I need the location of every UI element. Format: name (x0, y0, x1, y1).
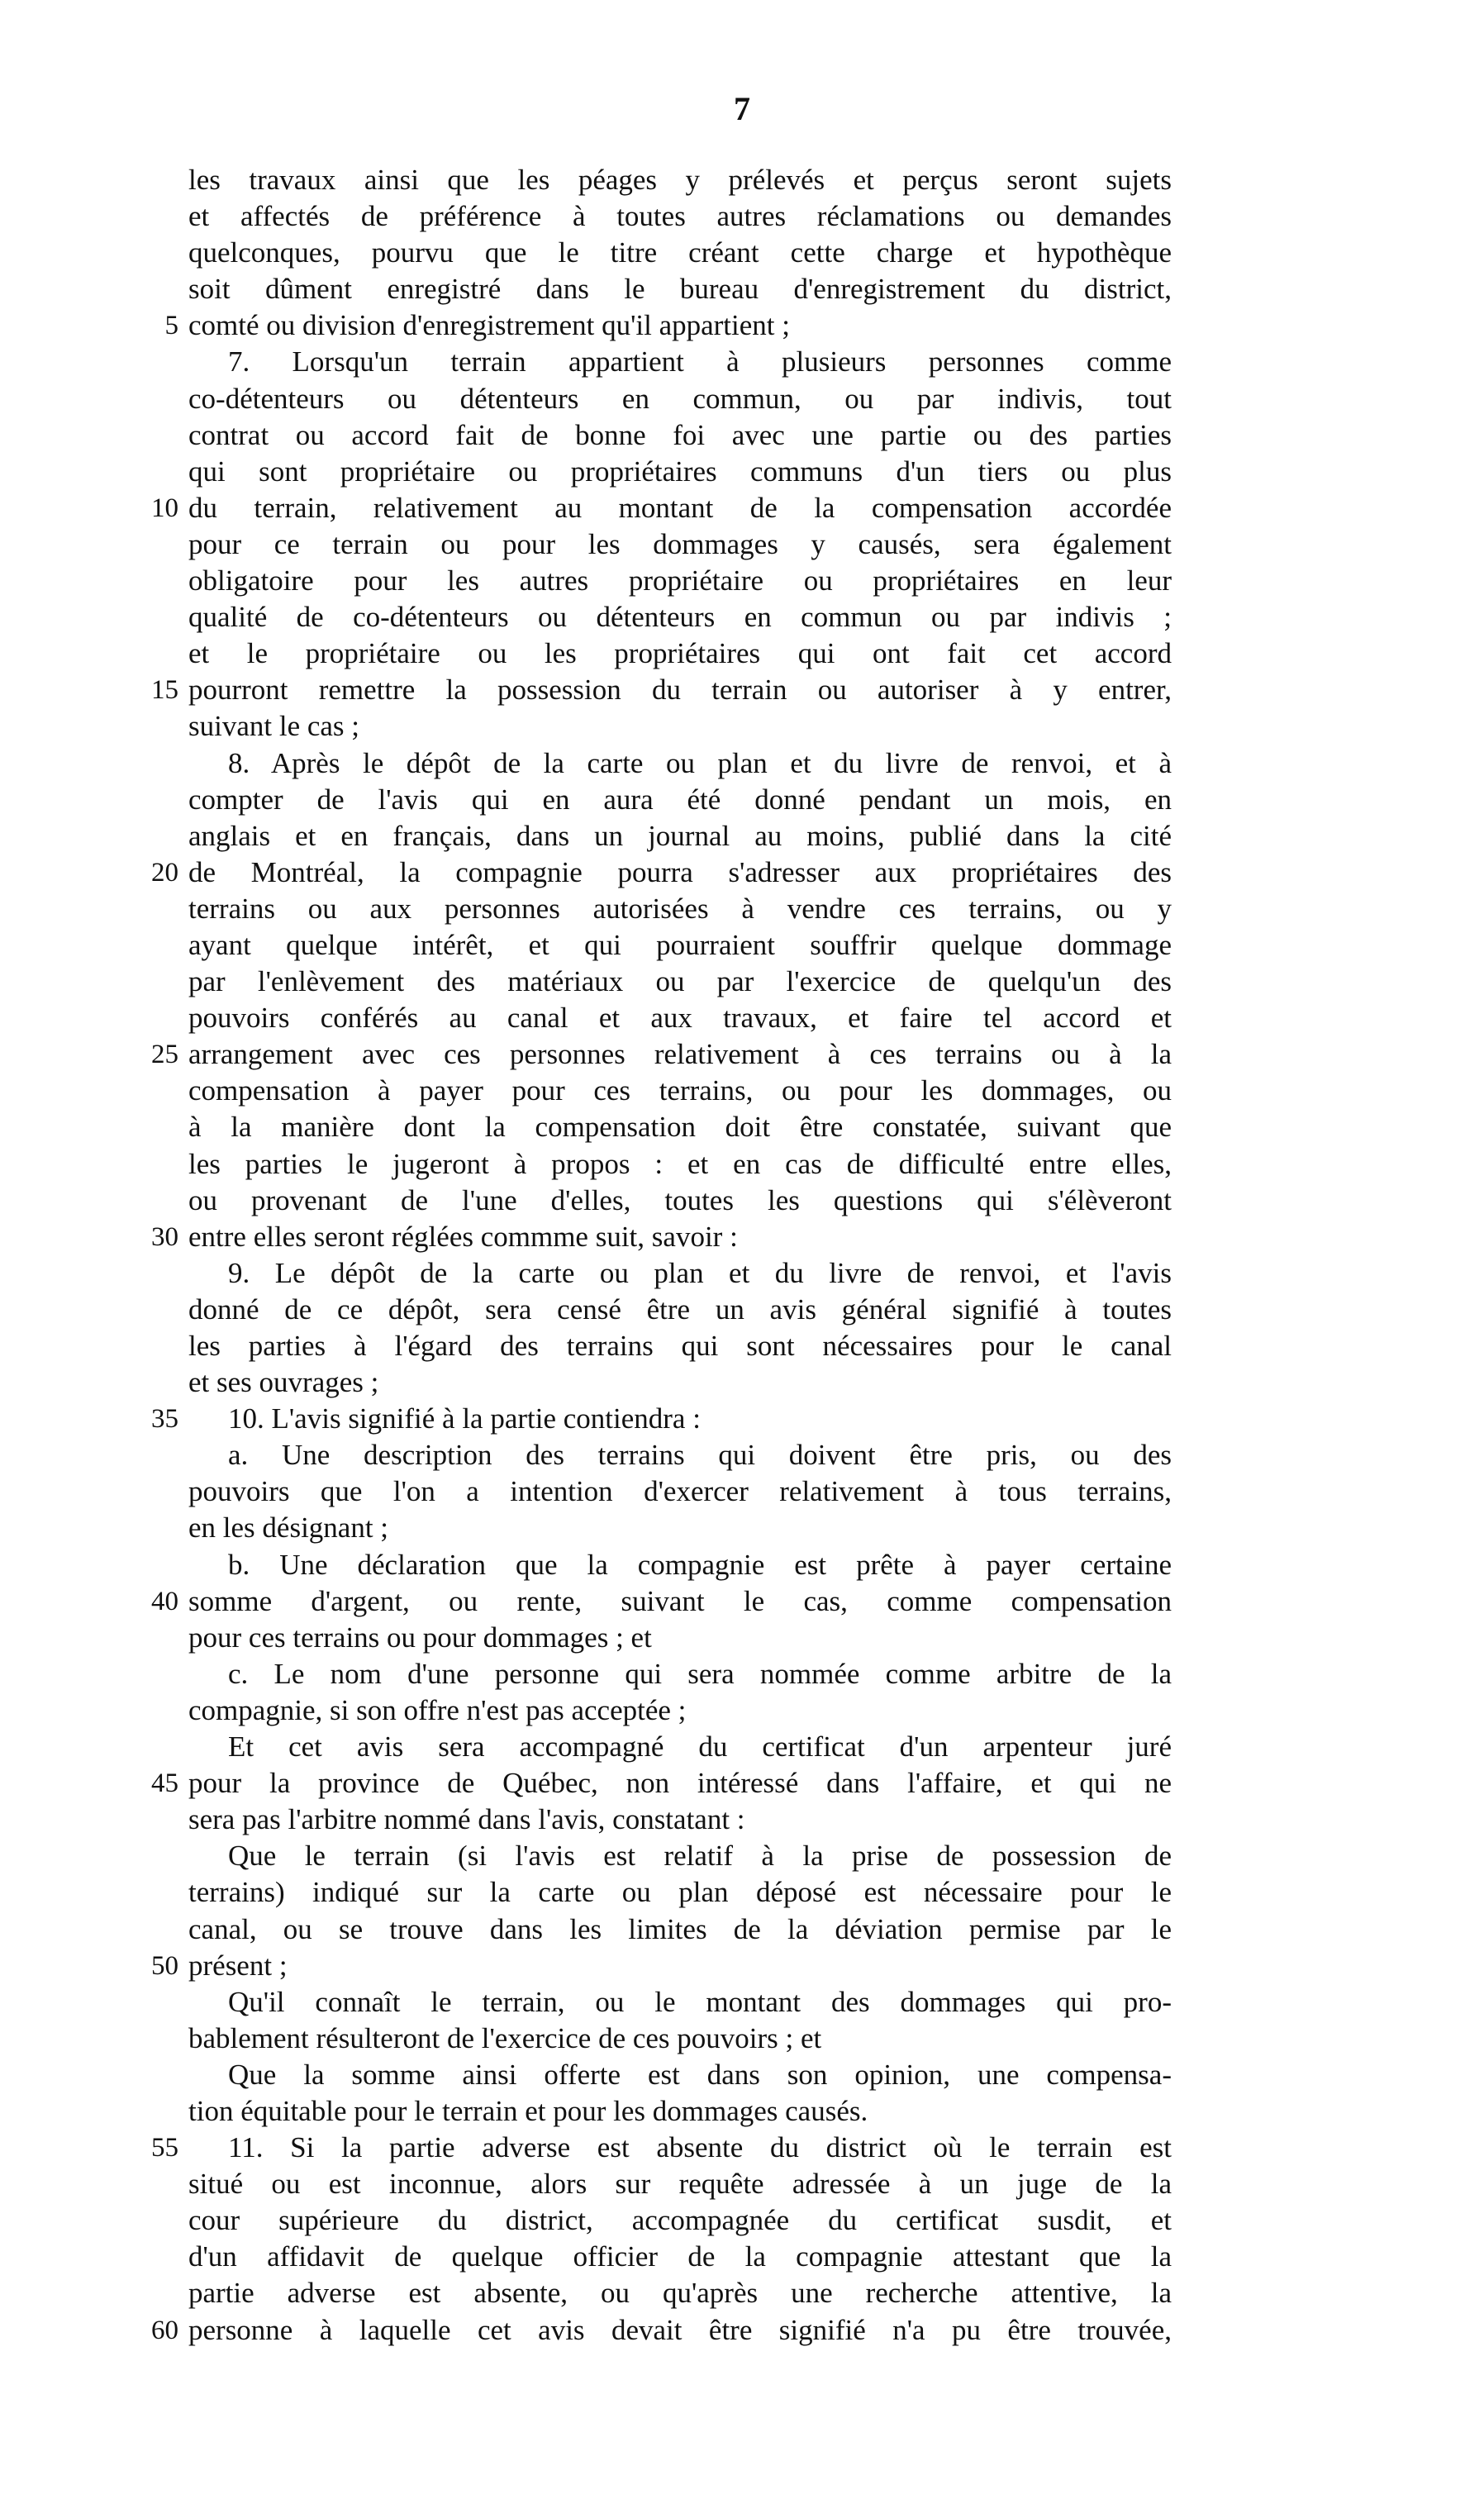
text-line (188, 745, 1172, 782)
text-line (188, 1692, 1172, 1729)
line-text: suivant le cas ; (188, 710, 360, 743)
line-number: 20 (151, 857, 178, 888)
line-text: 10. L'avis signifié à la partie contiendra : (228, 1402, 701, 1435)
text-line (188, 1620, 1172, 1656)
text-line (188, 635, 1172, 672)
text-line (151, 1401, 1172, 1437)
line-text: Qu'il connaît le terrain, ou le montant des dommages qui pro- (228, 1985, 1172, 2018)
line-text: obligatoire pour les autres propriétaire ou propriétaires en leur (188, 564, 1172, 597)
line-text: qualité de co-détenteurs ou détenteurs en commun ou par indivis ; (188, 601, 1172, 634)
text-line (188, 1328, 1172, 1364)
line-text: arrangement avec ces personnes relativement à ces terrains ou à la (188, 1038, 1172, 1071)
line-text: de Montréal, la compagnie pourra s'adresser aux propriétaires des (188, 855, 1172, 888)
line-text: les travaux ainsi que les péages y prélevés et perçus seront sujets (188, 164, 1172, 196)
text-line (188, 927, 1172, 964)
text-line (188, 782, 1172, 818)
line-text: pourront remettre la possession du terrain ou autoriser à y entrer, (188, 674, 1172, 707)
line-text: pour ce terrain ou pour les dommages y causés, sera également (188, 527, 1172, 560)
line-text: qui sont propriétaire ou propriétaires communs d'un tiers ou plus (188, 455, 1172, 488)
text-line (188, 2057, 1172, 2093)
line-text: pouvoirs que l'on a intention d'exercer relativement à tous terrains, (188, 1475, 1172, 1508)
document-body (151, 162, 1172, 2349)
text-line (188, 271, 1172, 307)
text-line (188, 1109, 1172, 1145)
text-line (188, 599, 1172, 635)
line-text: sera pas l'arbitre nommé dans l'avis, constatant : (188, 1803, 745, 1836)
line-text: 8. Après le dépôt de la carte ou plan et du livre de renvoi, et à (228, 746, 1172, 779)
text-line (188, 381, 1172, 417)
text-line (151, 2130, 1172, 2166)
line-number: 25 (151, 1040, 178, 1070)
line-text: situé ou est inconnue, alors sur requête adressée à un juge de la (188, 2168, 1172, 2201)
line-text: et affectés de préférence à toutes autres réclamations ou demandes (188, 200, 1172, 233)
text-line (188, 964, 1172, 1000)
line-number: 15 (151, 675, 178, 706)
text-line (188, 1146, 1172, 1183)
text-line (188, 1802, 1172, 1838)
line-text: du terrain, relativement au montant de la compensation accordée (188, 491, 1172, 524)
line-text: canal, ou se trouve dans les limites de la déviation permise par le (188, 1912, 1172, 1945)
text-line (151, 1765, 1172, 1802)
text-line (188, 1911, 1172, 1948)
line-text: compter de l'avis qui en aura été donné pendant un mois, en (188, 783, 1172, 816)
line-text: tion équitable pour le terrain et pour les dommages causés. (188, 2094, 868, 2127)
line-text: terrains) indiqué sur la carte ou plan déposé est nécessaire pour le (188, 1876, 1172, 1909)
line-text: contrat ou accord fait de bonne foi avec une partie ou des parties (188, 418, 1172, 451)
text-line (188, 1729, 1172, 1765)
text-line (188, 2239, 1172, 2275)
line-text: comté ou division d'enregistrement qu'il appartient ; (188, 309, 790, 342)
line-text: par l'enlèvement des matériaux ou par l'exercice de quelqu'un des (188, 965, 1172, 998)
text-line (188, 1874, 1172, 1911)
line-text: compagnie, si son offre n'est pas acceptée ; (188, 1693, 687, 1726)
line-text: les parties à l'égard des terrains qui sont nécessaires pour le canal (188, 1330, 1172, 1362)
text-line (151, 672, 1172, 708)
line-text: présent ; (188, 1949, 288, 1982)
line-text: ou provenant de l'une d'elles, toutes les questions qui s'élèveront (188, 1183, 1172, 1216)
text-line (188, 2093, 1172, 2130)
line-text: 7. Lorsqu'un terrain appartient à plusieurs personnes comme (228, 345, 1172, 378)
text-line (151, 1583, 1172, 1620)
line-text: soit dûment enregistré dans le bureau d'enregistrement du district, (188, 273, 1172, 306)
text-line (188, 1656, 1172, 1692)
text-line (188, 1183, 1172, 1219)
line-text: bablement résulteront de l'exercice de ces pouvoirs ; et (188, 2021, 822, 2054)
text-line (188, 563, 1172, 599)
page-number: 7 (734, 90, 750, 127)
line-text: Et cet avis sera accompagné du certificat d'un arpenteur juré (228, 1730, 1172, 1764)
line-number: 60 (151, 2315, 178, 2345)
text-line (188, 1473, 1172, 1510)
text-line (188, 1255, 1172, 1292)
line-text: 9. Le dépôt de la carte ou plan et du livre de renvoi, et l'avis (228, 1256, 1172, 1289)
line-text: quelconques, pourvu que le titre créant cette charge et hypothèque (188, 236, 1172, 269)
line-text: les parties le jugeront à propos : et en cas de difficulté entre elles, (188, 1147, 1172, 1180)
text-line (188, 1292, 1172, 1328)
text-line (151, 1219, 1172, 1255)
line-text: co-détenteurs ou détenteurs en commun, ou par indivis, tout (188, 382, 1172, 415)
text-line (188, 1073, 1172, 1109)
text-line (188, 344, 1172, 380)
line-text: partie adverse est absente, ou qu'après une recherche attentive, la (188, 2277, 1172, 2310)
text-line (151, 1948, 1172, 1984)
line-text: anglais et en français, dans un journal au moins, publié dans la cité (188, 819, 1172, 852)
text-line (188, 162, 1172, 198)
line-text: et ses ouvrages ; (188, 1366, 379, 1399)
text-line (151, 1036, 1172, 1073)
text-line (188, 235, 1172, 271)
text-line (151, 490, 1172, 526)
line-text: somme d'argent, ou rente, suivant le cas, comme compensation (188, 1584, 1172, 1617)
line-text: pour la province de Québec, non intéressé dans l'affaire, et qui ne (188, 1767, 1172, 1800)
line-number: 35 (151, 1404, 178, 1435)
text-line (188, 198, 1172, 235)
line-number: 30 (151, 1221, 178, 1252)
line-text: donné de ce dépôt, sera censé être un avis général signifié à toutes (188, 1292, 1172, 1326)
line-text: b. Une déclaration que la compagnie est prête à payer certaine (228, 1548, 1172, 1581)
text-line (151, 854, 1172, 891)
line-text: cour supérieure du district, accompagnée du certificat susdit, et (188, 2204, 1172, 2237)
line-text: pouvoirs conférés au canal et aux travaux, et faire tel accord et (188, 1002, 1172, 1035)
text-line (188, 2021, 1172, 2057)
text-line (188, 1547, 1172, 1583)
line-text: ayant quelque intérêt, et qui pourraient souffrir quelque dommage (188, 928, 1172, 961)
text-line (188, 708, 1172, 745)
line-text: d'un affidavit de quelque officier de la compagnie attestant que la (188, 2240, 1172, 2273)
line-text: Que la somme ainsi offerte est dans son opinion, une compensa- (228, 2058, 1172, 2091)
text-line (188, 1984, 1172, 2021)
line-text: en les désignant ; (188, 1511, 389, 1545)
line-text: terrains ou aux personnes autorisées à vendre ces terrains, ou y (188, 892, 1172, 925)
line-text: et le propriétaire ou les propriétaires qui ont fait cet accord (188, 637, 1172, 670)
text-line (188, 891, 1172, 927)
text-line (188, 2202, 1172, 2239)
line-number: 10 (151, 493, 178, 523)
line-text: personne à laquelle cet avis devait être signifié n'a pu être trouvée, (188, 2313, 1172, 2346)
text-line (188, 526, 1172, 563)
line-text: a. Une description des terrains qui doivent être pris, ou des (228, 1439, 1172, 1472)
text-line (188, 417, 1172, 454)
text-line (188, 2275, 1172, 2311)
text-line (188, 1364, 1172, 1401)
line-text: Que le terrain (si l'avis est relatif à la prise de possession de (228, 1840, 1172, 1873)
text-line (188, 1000, 1172, 1036)
line-text: c. Le nom d'une personne qui sera nommée comme arbitre de la (228, 1657, 1172, 1690)
text-line (188, 1838, 1172, 1874)
text-line (188, 454, 1172, 490)
line-text: compensation à payer pour ces terrains, ou pour les dommages, ou (188, 1074, 1172, 1107)
line-text: à la manière dont la compensation doit être constatée, suivant que (188, 1111, 1172, 1144)
line-number: 45 (151, 1768, 178, 1799)
line-number: 50 (151, 1950, 178, 1981)
text-line (188, 818, 1172, 854)
line-number: 40 (151, 1586, 178, 1616)
line-text: pour ces terrains ou pour dommages ; et (188, 1621, 652, 1654)
line-text: 11. Si la partie adverse est absente du district où le terrain est (228, 2131, 1172, 2164)
text-line (151, 2312, 1172, 2349)
line-text: entre elles seront réglées commme suit, savoir : (188, 1220, 738, 1253)
line-number: 55 (151, 2133, 178, 2163)
text-line (188, 2166, 1172, 2202)
line-number: 5 (164, 311, 178, 341)
text-line (164, 307, 1172, 344)
text-line (188, 1437, 1172, 1473)
text-line (188, 1510, 1172, 1546)
